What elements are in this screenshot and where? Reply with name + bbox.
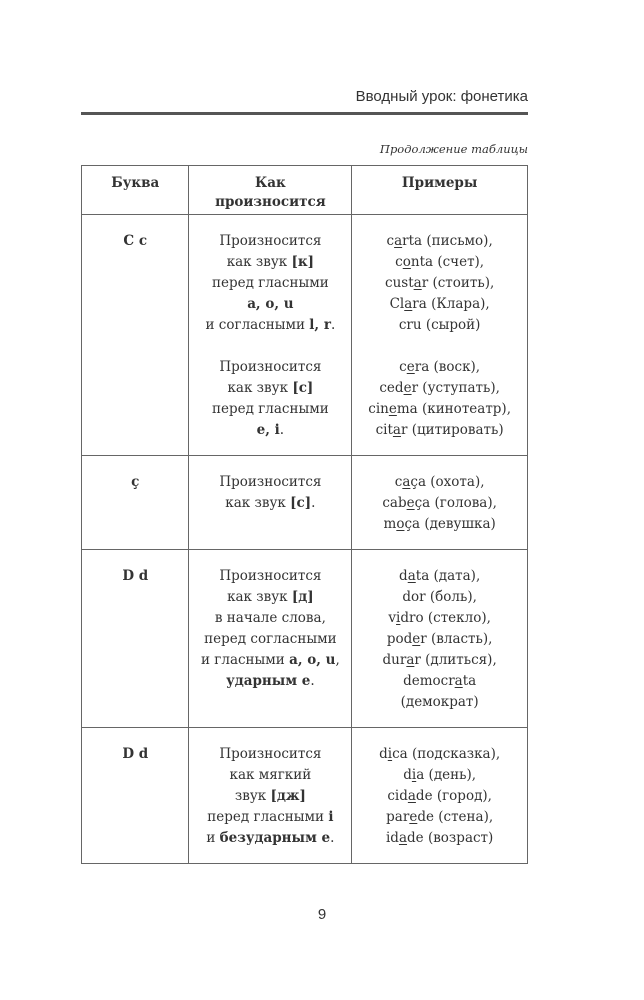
examples-cell xyxy=(352,728,528,864)
pronunciation-line xyxy=(189,744,351,765)
text-segment: как звук xyxy=(226,254,292,270)
text-segment: как звук xyxy=(225,495,291,511)
stressed-vowel: o xyxy=(402,254,411,270)
bold-text: i xyxy=(328,809,334,825)
stressed-vowel: a xyxy=(398,830,408,846)
header-rule xyxy=(81,112,528,115)
stressed-vowel: e xyxy=(406,359,415,375)
pronunciation-line xyxy=(189,357,351,378)
text-segment: r (власть), xyxy=(420,631,493,647)
text-segment: ra (Клара), xyxy=(412,296,490,312)
bold-text: [с] xyxy=(290,495,312,511)
example-line xyxy=(352,315,527,336)
text-segment: ça (голова), xyxy=(414,495,497,511)
example-line xyxy=(352,420,527,441)
pronunciation-line xyxy=(189,786,351,807)
letter-cell: D d xyxy=(82,550,189,728)
pronunciation-line xyxy=(189,629,351,650)
text-segment: Cl xyxy=(389,296,405,312)
text-segment: nta (счет), xyxy=(410,254,485,270)
header-pronunciation xyxy=(189,166,352,215)
example-line xyxy=(352,765,527,786)
stressed-vowel: a xyxy=(402,474,411,490)
example-line xyxy=(352,608,527,629)
bold-text: ударным e xyxy=(226,673,311,689)
example-line xyxy=(352,273,527,294)
text-segment: a (день), xyxy=(416,767,477,783)
header-letter: Буква xyxy=(82,166,189,215)
text-segment: dur xyxy=(382,652,407,668)
table-header-row xyxy=(82,166,528,215)
text-segment: ça (девушка) xyxy=(404,516,496,532)
bold-text: a, o, u xyxy=(247,296,294,312)
pronunciation-line xyxy=(189,807,351,828)
text-segment: Произносится xyxy=(219,568,322,584)
text-segment: rta (письмо), xyxy=(402,233,493,249)
text-segment: de (город), xyxy=(415,788,492,804)
text-segment: ça (охота), xyxy=(410,474,485,490)
text-segment: c xyxy=(386,233,395,249)
stressed-vowel: a xyxy=(404,296,413,312)
example-line xyxy=(352,493,527,514)
text-segment: и xyxy=(206,830,220,846)
text-segment: звук xyxy=(234,788,271,804)
header-pronunciation-line: произносится xyxy=(215,194,326,210)
text-segment: (демократ) xyxy=(400,694,479,710)
pronunciation-line xyxy=(189,273,351,294)
text-segment: как мягкий xyxy=(229,767,312,783)
table-row xyxy=(82,728,528,864)
text-segment: cru (сырой) xyxy=(398,317,481,333)
text-segment: Произносится xyxy=(219,233,322,249)
block-spacer xyxy=(189,336,351,357)
pronunciation-line xyxy=(189,765,351,786)
bold-text: [с] xyxy=(292,380,314,396)
stressed-vowel: a xyxy=(394,233,403,249)
text-segment: d xyxy=(403,767,412,783)
text-segment: d xyxy=(379,746,388,762)
header-examples: Примеры xyxy=(352,166,528,215)
stressed-vowel: i xyxy=(411,767,417,783)
text-segment: ra (воск), xyxy=(414,359,481,375)
example-line xyxy=(352,566,527,587)
text-segment: Произносится xyxy=(219,746,322,762)
text-segment: . xyxy=(330,830,335,846)
example-line xyxy=(352,786,527,807)
example-line xyxy=(352,671,527,692)
examples-cell xyxy=(352,550,528,728)
text-segment: c xyxy=(394,474,403,490)
text-segment: как звук xyxy=(227,589,292,605)
pronunciation-line xyxy=(189,420,351,441)
example-line xyxy=(352,357,527,378)
text-segment: d xyxy=(399,568,408,584)
text-segment: ta (дата), xyxy=(415,568,481,584)
pronunciation-line xyxy=(189,378,351,399)
pronunciation-line xyxy=(189,231,351,252)
example-line xyxy=(352,399,527,420)
text-segment: Произносится xyxy=(219,359,322,375)
pronunciation-cell xyxy=(189,728,352,864)
text-segment: в начале слова, xyxy=(214,610,326,626)
text-segment: cab xyxy=(382,495,407,511)
pronunciation-cell xyxy=(189,456,352,550)
pronunciation-cell xyxy=(189,550,352,728)
text-segment: ca (подсказка), xyxy=(392,746,501,762)
bold-text: e, i xyxy=(256,422,280,438)
stressed-vowel: a xyxy=(454,673,463,689)
letter-cell: C c xyxy=(82,215,189,456)
text-segment: id xyxy=(385,830,399,846)
text-segment: ma (кинотеатр), xyxy=(396,401,511,417)
text-segment: . xyxy=(279,422,285,438)
text-segment: m xyxy=(383,516,397,532)
text-segment: . xyxy=(310,673,315,689)
pronunciation-line xyxy=(189,587,351,608)
text-segment: de (возраст) xyxy=(407,830,494,846)
text-segment: , xyxy=(335,652,340,668)
text-segment: r (цитировать) xyxy=(400,422,504,438)
example-line xyxy=(352,514,527,535)
stressed-vowel: e xyxy=(412,631,421,647)
letter-cell: ç xyxy=(82,456,189,550)
text-segment: v xyxy=(388,610,397,626)
examples-cell xyxy=(352,456,528,550)
stressed-vowel: a xyxy=(413,275,422,291)
stressed-vowel: a xyxy=(392,422,401,438)
text-segment: r (длиться), xyxy=(414,652,497,668)
text-segment: перед согласными xyxy=(204,631,337,647)
pronunciation-line xyxy=(189,608,351,629)
pronunciation-line xyxy=(189,252,351,273)
text-segment: par xyxy=(386,809,410,825)
table-row xyxy=(82,550,528,728)
text-segment: cit xyxy=(375,422,393,438)
stressed-vowel: e xyxy=(406,495,415,511)
text-segment: и согласными xyxy=(205,317,310,333)
text-segment: Произносится xyxy=(219,474,322,490)
example-line xyxy=(352,231,527,252)
text-segment: как звук xyxy=(227,380,293,396)
text-segment: cin xyxy=(368,401,389,417)
stressed-vowel: a xyxy=(407,568,416,584)
example-line xyxy=(352,650,527,671)
bold-text: [д] xyxy=(291,589,314,605)
stressed-vowel: o xyxy=(396,516,405,532)
pronunciation-line xyxy=(189,399,351,420)
text-segment: ta xyxy=(462,673,477,689)
text-segment: ced xyxy=(379,380,404,396)
stressed-vowel: a xyxy=(406,652,415,668)
stressed-vowel: e xyxy=(409,809,418,825)
bold-text: [к] xyxy=(291,254,315,270)
page-number: 9 xyxy=(317,906,327,923)
bold-text: a, o, u xyxy=(289,652,336,668)
phonetics-table xyxy=(81,165,528,864)
example-line xyxy=(352,252,527,273)
pronunciation-line xyxy=(189,493,351,514)
text-segment: r (уступать), xyxy=(411,380,500,396)
example-line xyxy=(352,587,527,608)
example-line xyxy=(352,294,527,315)
pronunciation-cell xyxy=(189,215,352,456)
text-segment: c xyxy=(399,359,407,375)
text-segment: cust xyxy=(385,275,414,291)
example-line xyxy=(352,828,527,849)
running-head: Вводный урок: фонетика xyxy=(355,88,528,105)
text-segment: dro (стекло), xyxy=(400,610,491,626)
table-continuation-note: Продолжение таблицы xyxy=(379,142,528,156)
pronunciation-line xyxy=(189,315,351,336)
bold-text: безударным e xyxy=(219,830,331,846)
block-spacer xyxy=(352,336,527,357)
stressed-vowel: i xyxy=(387,746,393,762)
example-line xyxy=(352,692,527,713)
text-segment: . xyxy=(330,317,336,333)
stressed-vowel: e xyxy=(403,380,412,396)
text-segment: перед гласными xyxy=(207,809,329,825)
table-row xyxy=(82,215,528,456)
text-segment: de (стена), xyxy=(417,809,494,825)
text-segment: dor (боль), xyxy=(402,589,477,605)
text-segment: c xyxy=(395,254,403,270)
pronunciation-line xyxy=(189,472,351,493)
pronunciation-line xyxy=(189,650,351,671)
pronunciation-line xyxy=(189,671,351,692)
pronunciation-line xyxy=(189,294,351,315)
text-segment: pod xyxy=(386,631,413,647)
examples-cell xyxy=(352,215,528,456)
text-segment: . xyxy=(311,495,316,511)
example-line xyxy=(352,629,527,650)
example-line xyxy=(352,378,527,399)
stressed-vowel: e xyxy=(388,401,397,417)
table-row xyxy=(82,456,528,550)
stressed-vowel: i xyxy=(396,610,401,626)
pronunciation-line xyxy=(189,566,351,587)
text-segment: r (стоить), xyxy=(421,275,495,291)
example-line xyxy=(352,807,527,828)
text-segment: перед гласными xyxy=(212,275,329,291)
pronunciation-line xyxy=(189,828,351,849)
example-line xyxy=(352,472,527,493)
text-segment: democr xyxy=(403,673,455,689)
text-segment: cid xyxy=(387,788,408,804)
text-segment: и гласными xyxy=(201,652,290,668)
bold-text: [дж] xyxy=(270,788,306,804)
example-line xyxy=(352,744,527,765)
letter-cell: D d xyxy=(82,728,189,864)
text-segment: перед гласными xyxy=(212,401,329,417)
stressed-vowel: a xyxy=(407,788,416,804)
bold-text: l, r xyxy=(309,317,331,333)
header-pronunciation-line: Как xyxy=(254,175,286,191)
